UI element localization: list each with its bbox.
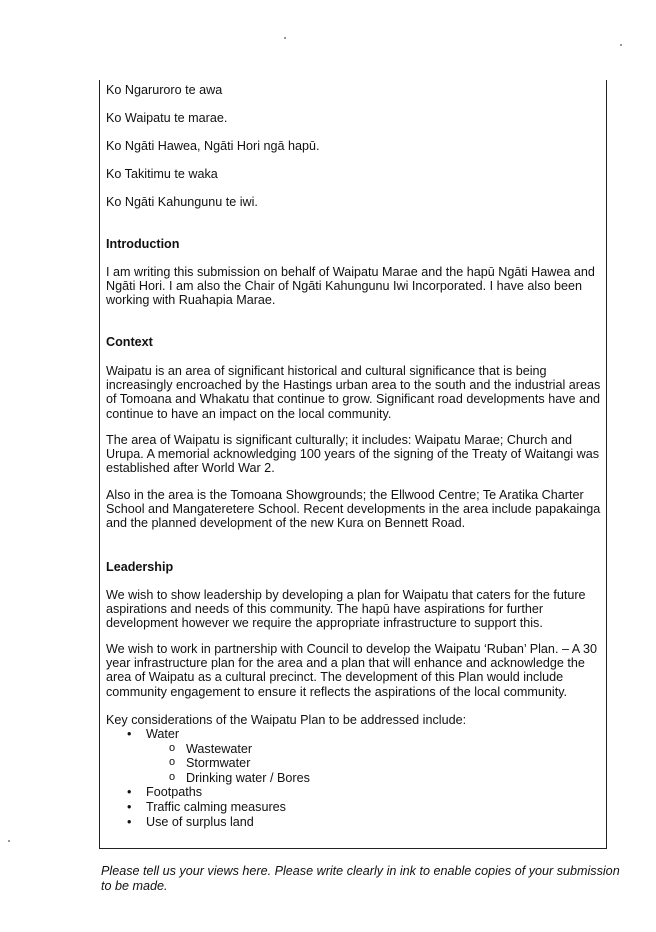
sub-list-item bbox=[106, 742, 602, 757]
list-item bbox=[106, 815, 602, 830]
leadership-paragraph: Key considerations of the Waipatu Plan to be addressed include: bbox=[106, 713, 467, 727]
footer-instruction: Please tell us your views here. Please write clearly in ink to enable copies of your submission to be made. bbox=[101, 863, 620, 893]
sub-list-item-label: Wastewater bbox=[186, 741, 253, 756]
context-paragraph: The area of Waipatu is significant culturally; it includes: Waipatu Marae; Church and Urupa. A memorial acknowledging 100 years of the signing of the Treaty of Waitangi was established after World War 2. bbox=[106, 433, 600, 476]
list-item bbox=[106, 785, 602, 800]
context-heading: Context bbox=[106, 335, 153, 349]
leadership-paragraph: We wish to work in partnership with Council to develop the Waipatu ‘Ruban’ Plan. – A 30 year infrastructure plan for the area and a plan that will enhance and acknowledge the area of Waipatu as a cultural precinct. The development of this Plan would include community engagement to ensure it reflects the aspirations of the local community. bbox=[106, 642, 597, 699]
mihi-line: Ko Ngāti Kahungunu te iwi. bbox=[106, 195, 258, 209]
leadership-heading: Leadership bbox=[106, 560, 174, 574]
sub-list-item-label: Drinking water / Bores bbox=[186, 770, 310, 785]
list-item bbox=[106, 800, 602, 815]
list-item-label: Use of surplus land bbox=[146, 814, 254, 829]
mihi-line: Ko Ngaruroro te awa bbox=[106, 83, 223, 97]
scan-speck bbox=[620, 44, 622, 46]
mihi-line: Ko Ngāti Hawea, Ngāti Hori ngā hapū. bbox=[106, 139, 320, 153]
scan-speck bbox=[8, 840, 10, 842]
context-paragraph: Waipatu is an area of significant historical and cultural significance that is being increasingly encroached by the Hastings urban area to the south and the industrial areas of Tomoana and Whakatu that continue to grow. Significant road developments have and continue to have an impact on the local community. bbox=[106, 364, 601, 421]
list-item-label: Footpaths bbox=[146, 785, 203, 800]
sub-list-item bbox=[106, 771, 602, 786]
sub-list-item bbox=[106, 756, 602, 771]
list-item-label: Water bbox=[146, 727, 180, 741]
leadership-paragraph: We wish to show leadership by developing a plan for Waipatu that caters for the future aspirations and needs of this community. The hapū have aspirations for further development however we require the appropriate infrastructure to support this. bbox=[106, 588, 586, 631]
mihi-line: Ko Waipatu te marae. bbox=[106, 111, 228, 125]
mihi-line: Ko Takitimu te waka bbox=[106, 167, 218, 181]
list-item-label: Traffic calming measures bbox=[146, 799, 286, 814]
introduction-heading: Introduction bbox=[106, 237, 180, 251]
considerations-list bbox=[106, 727, 602, 829]
introduction-paragraph: I am writing this submission on behalf of Waipatu Marae and the hapū Ngāti Hawea and Ngāti Hori. I am also the Chair of Ngāti Kahungunu Iwi Incorporated. I have also been working with Ruahapia Marae. bbox=[106, 265, 595, 308]
context-paragraph: Also in the area is the Tomoana Showgrounds; the Ellwood Centre; Te Aratika Charter School and Mangateretere School. Recent developments in the area include papakainga and the planned development of the new Kura on Bennett Road. bbox=[106, 488, 601, 531]
scan-speck bbox=[284, 37, 286, 39]
list-item bbox=[106, 727, 602, 742]
sub-list-item-label: Stormwater bbox=[186, 756, 251, 771]
